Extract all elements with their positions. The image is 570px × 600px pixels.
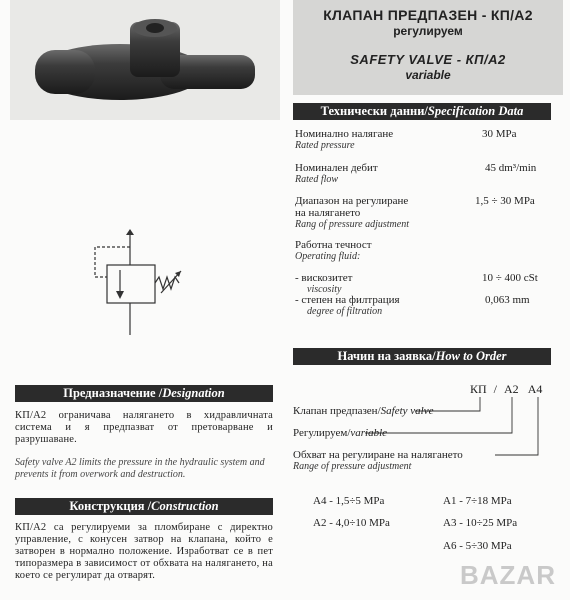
spec-header-en: Specification Data xyxy=(427,104,524,118)
designation-header-en: Designation xyxy=(162,386,225,400)
code-separator: / xyxy=(493,382,498,396)
order-line-valve-en: Safety valve xyxy=(380,405,434,417)
designation-text-bg: КП/А2 ограничава налягането в хидравличната система и я предпазват от претоварване и разрушаване. xyxy=(15,410,273,445)
spec-row-pressure xyxy=(295,128,555,151)
watermark-text: BAZAR xyxy=(460,560,556,590)
order-option: А4 - 1,5÷5 MPa xyxy=(313,495,385,507)
spec-value: 10 ÷ 400 cSt xyxy=(482,272,538,284)
spec-label: Работна течност xyxy=(295,239,372,251)
spec-value: 0,063 mm xyxy=(485,294,530,306)
spec-value: 45 dm³/min xyxy=(485,162,537,174)
order-range-bg: Обхват на регулиране на налягането xyxy=(293,449,463,461)
designation-text-en: Safety valve A2 limits the pressure in the hydraulic system and prevents it from overwork and destruction. xyxy=(15,457,265,480)
order-option: А1 - 7÷18 MPa xyxy=(443,495,512,507)
title-en: SAFETY VALVE - КП/А2 xyxy=(350,52,506,67)
spec-row-filtration xyxy=(295,294,555,317)
order-line-range xyxy=(293,449,463,472)
order-header xyxy=(293,348,551,365)
order-line-valve xyxy=(293,405,433,417)
designation-header-bg: Предназначение / xyxy=(63,386,163,400)
order-header-en: How to Order xyxy=(435,349,507,363)
spec-sublabel: degree of filtration xyxy=(307,306,383,317)
order-option: А3 - 10÷25 MPa xyxy=(443,517,518,529)
subtitle-en: variable xyxy=(405,68,451,82)
order-header-bg: Начин на заявка/ xyxy=(337,349,436,363)
order-line-valve-bg: Клапан предпазен/ xyxy=(293,405,381,417)
title-bg: КЛАПАН ПРЕДПАЗЕН - КП/А2 xyxy=(323,7,533,23)
spec-row-flow xyxy=(295,162,555,185)
spec-value: 1,5 ÷ 30 MPa xyxy=(475,195,535,207)
order-line-variable xyxy=(293,427,387,439)
construction-text: КП/А2 са регулируеми за пломбиране с директно управление, с конусен затвор на клапана, който е затворен в нормално положение. Изработват се в пет типоразмера в зависимост от обхвата на налягането, на което се регулират да отварят. xyxy=(15,522,273,581)
construction-header xyxy=(15,498,273,515)
order-option: А2 - 4,0÷10 MPa xyxy=(313,517,390,529)
order-option: А6 - 5÷30 MPa xyxy=(443,540,512,552)
spec-row-viscosity xyxy=(295,272,555,295)
spec-sublabel: viscosity xyxy=(307,284,342,295)
spec-sublabel: Rang of pressure adjustment xyxy=(295,219,409,230)
code-part-c: А4 xyxy=(527,382,543,396)
subtitle-bg: регулируем xyxy=(393,24,463,38)
code-part-b: А2 xyxy=(504,382,519,396)
spec-label: Диапазон на регулиране на налягането xyxy=(295,195,409,219)
order-line-variable-en: variable xyxy=(350,427,388,439)
spec-row-fluid xyxy=(295,239,555,262)
code-part-a: КП xyxy=(470,382,487,396)
order-range-en: Range of pressure adjustment xyxy=(293,461,412,472)
spec-sublabel: Rated flow xyxy=(295,174,339,185)
spec-value: 30 MPa xyxy=(482,128,517,140)
spec-header xyxy=(293,103,551,120)
order-line-variable-bg: Регулируем/ xyxy=(293,427,351,439)
watermark-logo xyxy=(460,560,556,591)
construction-header-bg: Конструкция / xyxy=(69,499,152,513)
designation-header xyxy=(15,385,273,402)
valve-photo xyxy=(10,0,280,120)
spec-sublabel: Rated pressure xyxy=(295,140,355,151)
spec-label: Номинален дебит xyxy=(295,162,378,174)
spec-label: - вискозитет xyxy=(295,272,353,284)
spec-label: Номинално налягане xyxy=(295,128,394,140)
spec-sublabel: Operating fluid: xyxy=(295,251,361,262)
spec-row-range xyxy=(295,195,555,230)
spec-label: - степен на филтрация xyxy=(295,294,400,306)
construction-header-en: Construction xyxy=(151,499,219,513)
spec-header-bg: Технически данни/ xyxy=(320,104,428,118)
hydraulic-symbol xyxy=(85,225,195,340)
